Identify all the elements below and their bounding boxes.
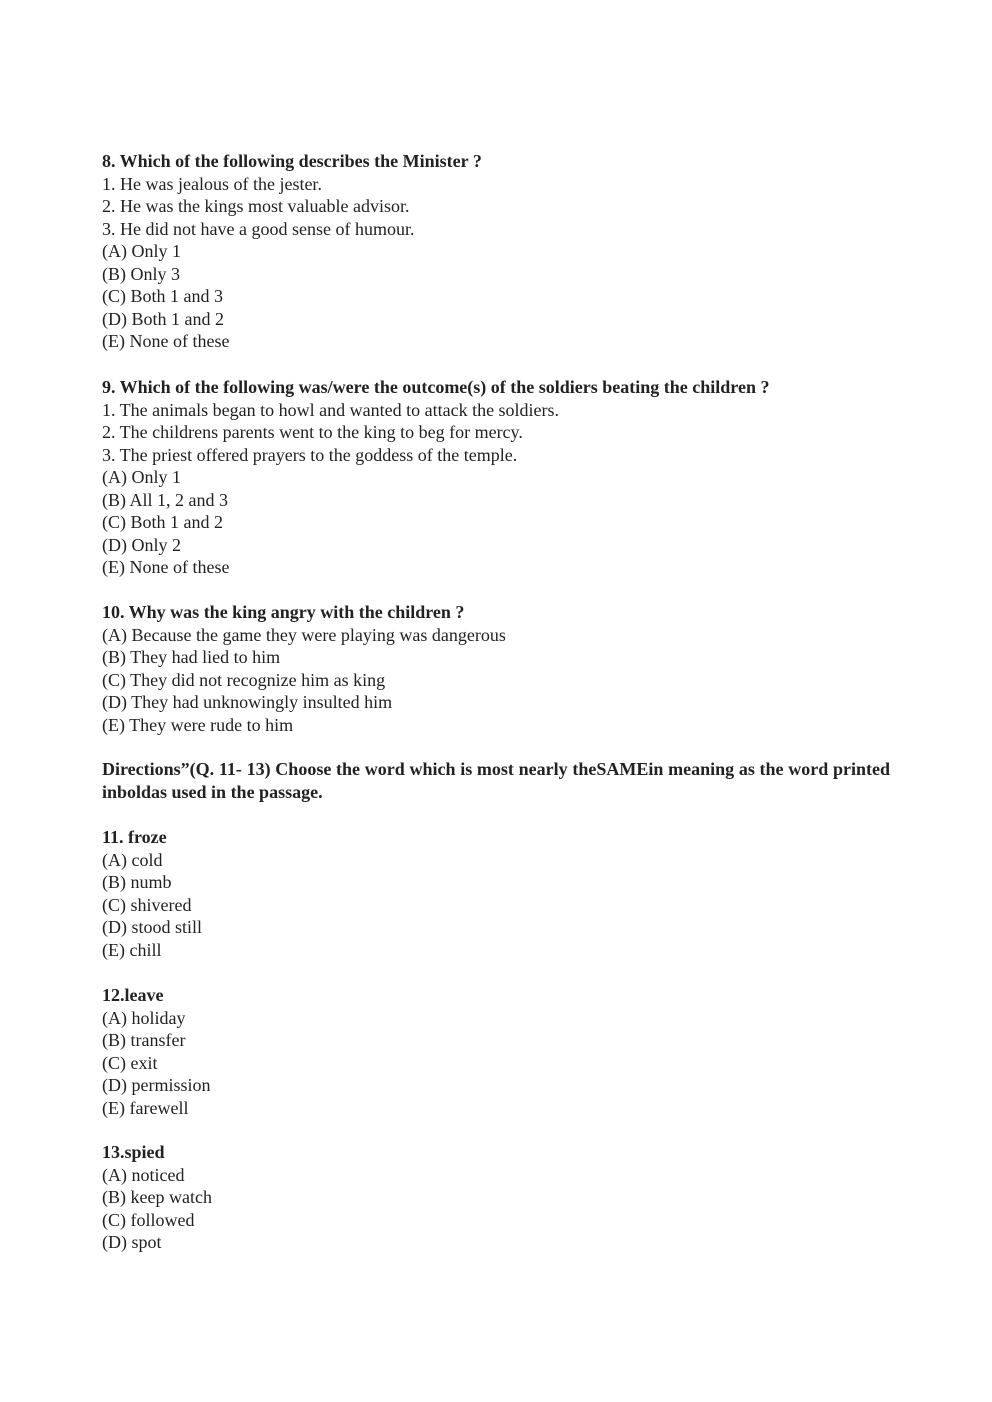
question-10 [102,601,892,736]
option: (D) permission [102,1075,211,1095]
option: (C) They did not recognize him as king [102,669,386,690]
option: (B) They had lied to him [102,647,281,667]
option: (C) followed [102,1209,195,1230]
question-8 [102,150,892,353]
question-title: 9. Which of the following was/were the outcome(s) of the soldiers beating the children ? [102,377,770,397]
option: (E) None of these [102,331,230,351]
option: (B) keep watch [102,1187,212,1207]
option: (A) Only 1 [102,467,181,487]
option: (C) Both 1 and 2 [102,512,223,532]
option: (B) Only 3 [102,263,180,284]
directions: Directions”(Q. 11- 13) Choose the word which is most nearly theSAMEin meaning as the word printed inboldas used in the passage. [102,759,890,802]
statement: 3. The priest offered prayers to the goddess of the temple. [102,444,518,465]
option: (C) Both 1 and 3 [102,286,223,306]
statement: 2. The childrens parents went to the king to beg for mercy. [102,422,523,442]
option: (A) holiday [102,1007,186,1028]
question-13 [102,1141,892,1254]
question-11 [102,826,892,961]
option: (D) Both 1 and 2 [102,308,224,329]
statement: 1. He was jealous of the jester. [102,173,322,194]
option: (E) None of these [102,557,230,577]
option: (B) All 1, 2 and 3 [102,489,228,510]
statement: 2. He was the kings most valuable advisor. [102,196,410,216]
option: (D) Only 2 [102,534,181,555]
option: (C) exit [102,1052,158,1073]
question-12 [102,984,892,1119]
option: (A) noticed [102,1164,185,1185]
option: (E) chill [102,939,162,960]
question-title: 10. Why was the king angry with the children ? [102,602,465,622]
option: (E) They were rude to him [102,714,294,735]
question-title: 12.leave [102,985,164,1005]
statement: 1. The animals began to howl and wanted to attack the soldiers. [102,399,560,420]
option: (A) Because the game they were playing was dangerous [102,624,506,645]
option: (D) They had unknowingly insulted him [102,692,393,712]
option: (D) stood still [102,917,203,937]
option: (C) shivered [102,894,192,915]
question-9 [102,376,892,579]
question-title: 8. Which of the following describes the Minister ? [102,151,482,171]
option: (B) numb [102,872,172,892]
option: (D) spot [102,1232,162,1252]
option: (E) farewell [102,1097,189,1118]
option: (A) cold [102,849,163,870]
option: (B) transfer [102,1030,186,1050]
statement: 3. He did not have a good sense of humour. [102,218,415,239]
question-title: 13.spied [102,1142,165,1162]
question-title: 11. froze [102,827,167,847]
option: (A) Only 1 [102,241,181,261]
